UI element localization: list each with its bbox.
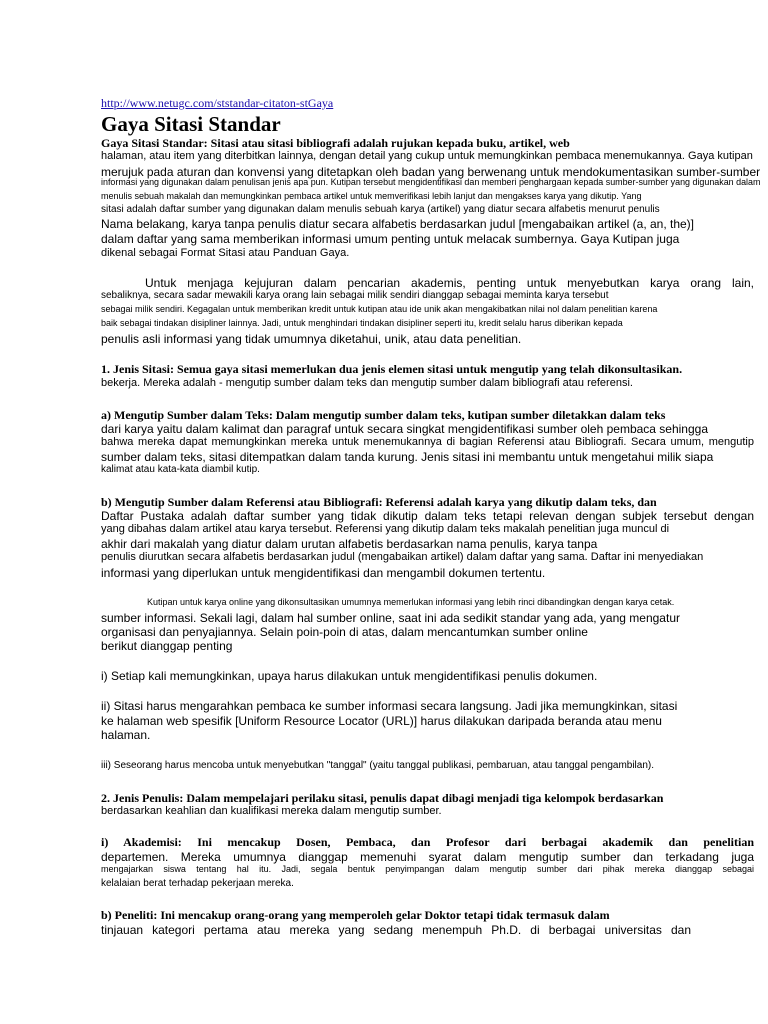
list-item: ii) Sitasi harus mengarahkan pembaca ke sumber informasi secara langsung. Jadi jika memungkinkan, sitasi (101, 699, 678, 713)
page-title: Gaya Sitasi Standar (101, 112, 281, 136)
text-line: halaman. (101, 728, 151, 742)
text-line: sumber informasi. Sekali lagi, dalam hal sumber online, saat ini ada sedikit standar yang ada, yang mengatur (101, 611, 680, 625)
text-line: yang dibahas dalam artikel atau karya tersebut. Referensi yang dikutip dalam teks makalah penelitian juga muncul di (101, 523, 670, 535)
section-heading: 2. Jenis Penulis: Dalam mempelajari perilaku sitasi, penulis dapat dibagi menjadi tiga kelompok berdasarkan (101, 791, 664, 805)
text-line: berdasarkan keahlian dan kualifikasi mereka dalam mengutip sumber. (101, 805, 442, 817)
text-line: sebagai milik sendiri. Kegagalan untuk memberikan kredit untuk kutipan atau ide unik akan mengakibatkan nilai nol dalam penelitian karena (101, 304, 658, 314)
text-line: Kutipan untuk karya online yang dikonsultasikan umumnya memerlukan informasi yang lebih rinci dibandingkan dengan karya cetak. (147, 597, 675, 607)
text-line: Nama belakang, karya tanpa penulis diatur secara alfabetis berdasarkan judul [mengabaikan artikel (a, an, the)] (101, 217, 695, 231)
text-line: mengajarkan siswa tentang hal itu. Jadi, segala bentuk penyimpangan dalam mengutip sumber dari pihak mereka dianggap sebagai (101, 864, 754, 874)
text-line: halaman, atau item yang diterbitkan lainnya, dengan detail yang cukup untuk memungkinkan pembaca menemukannya. Gaya kutipan (101, 150, 753, 162)
text-line: Daftar Pustaka adalah daftar sumber yang tidak dikutip dalam teks tetapi relevan dengan subjek tersebut dengan (101, 509, 754, 523)
section-heading: b) Peneliti: Ini mencakup orang-orang yang memperoleh gelar Doktor tetapi tidak termasuk dalam (101, 908, 610, 922)
list-item: i) Setiap kali memungkinkan, upaya harus dilakukan untuk mengidentifikasi penulis dokumen. (101, 669, 598, 683)
text-line: kelalaian berat terhadap pekerjaan mereka. (101, 878, 294, 889)
text-line: dalam daftar yang sama memberikan informasi umum penting untuk melacak sumbernya. Gaya Kutipan juga (101, 232, 680, 246)
section-heading: 1. Jenis Sitasi: Semua gaya sitasi memerlukan dua jenis elemen sitasi untuk mengutip yang telah dikonsultasikan. (101, 362, 683, 376)
section-heading: b) Mengutip Sumber dalam Referensi atau Bibliografi: Referensi adalah karya yang dikutip dalam teks, dan (101, 495, 657, 509)
section-heading: i) Akademisi: Ini mencakup Dosen, Pembaca, dan Profesor dari berbagai akademik dan penelitian (101, 835, 754, 849)
text-line: kalimat atau kata-kata diambil kutip. (101, 464, 260, 475)
text-line: Untuk menjaga kejujuran dalam pencarian akademis, penting untuk menyebutkan karya orang lain, (145, 276, 754, 290)
text-line: dari karya yaitu dalam kalimat dan paragraf untuk secara singkat mengidentifikasi sumber oleh pembaca sehingga (101, 422, 709, 436)
text-line: dikenal sebagai Format Sitasi atau Panduan Gaya. (101, 247, 350, 259)
text-line: merujuk pada aturan dan konvensi yang ditetapkan oleh badan yang berwenang untuk mendokumentasikan sumber-sumber (101, 165, 761, 179)
text-line: informasi yang digunakan dalam penulisan jenis apa pun. Kutipan tersebut mengidentifikasi dan memberi penghargaan kepada sumber-sumber yang digunakan dalam (101, 177, 761, 187)
text-line: akhir dari makalah yang diatur dalam urutan alfabetis berdasarkan nama penulis, karya tanpa (101, 537, 598, 551)
text-line: sebaliknya, secara sadar mewakili karya orang lain sebagai milik sendiri dianggap sebagai meminta karya tersebut (101, 290, 609, 301)
list-item: iii) Seseorang harus mencoba untuk menyebutkan "tanggal" (yaitu tanggal publikasi, pembaruan, atau tanggal pengambilan). (101, 760, 655, 771)
text-line: bekerja. Mereka adalah - mengutip sumber dalam teks dan mengutip sumber dalam bibliografi atau referensi. (101, 377, 633, 389)
text-line: informasi yang diperlukan untuk mengidentifikasi dan mengambil dokumen tertentu. (101, 566, 546, 580)
text-line: menulis sebuah makalah dan memungkinkan pembaca artikel untuk memverifikasi lebih lanjut dan mengakses karya yang dikutip. Yang (101, 191, 642, 201)
text-line: Gaya Sitasi Standar: Sitasi atau sitasi bibliografi adalah rujukan kepada buku, artikel, web (101, 136, 570, 150)
text-line: sumber dalam teks, sitasi ditempatkan dalam tanda kurung. Jenis sitasi ini membantu untuk mengetahui milik siapa (101, 450, 714, 464)
text-line: penulis asli informasi yang tidak umumnya diketahui, unik, atau data penelitian. (101, 332, 522, 346)
text-line: baik sebagai tindakan disipliner lainnya. Jadi, untuk menghindari tindakan disipliner seperti itu, kredit selalu harus diberikan kepada (101, 318, 623, 328)
text-line: sitasi adalah daftar sumber yang digunakan dalam menulis sebuah karya (artikel) yang diatur secara alfabetis menurut penulis (101, 204, 660, 215)
text-line: bahwa mereka dapat memungkinkan mereka untuk menemukannya di bagian Referensi atau Bibliografi. Secara umum, mengutip (101, 436, 754, 448)
text-line: organisasi dan penyajiannya. Selain poin-poin di atas, dalam mencantumkan sumber online (101, 625, 588, 639)
text-line: penulis diurutkan secara alfabetis berdasarkan judul (mengabaikan artikel) dalam daftar yang sama. Daftar ini menyediakan (101, 551, 704, 563)
section-heading: a) Mengutip Sumber dalam Teks: Dalam mengutip sumber dalam teks, kutipan sumber diletakkan dalam teks (101, 408, 666, 422)
text-line: tinjauan kategori pertama atau mereka yang sedang menempuh Ph.D. di berbagai universitas dan (101, 923, 691, 937)
text-line: berikut dianggap penting (101, 639, 233, 653)
source-link[interactable]: http://www.netugc.com/ststandar-citaton-stGaya (101, 96, 334, 110)
text-line: ke halaman web spesifik [Uniform Resource Locator (URL)] harus dilakukan daripada beranda atau menu (101, 714, 662, 728)
text-line: departemen. Mereka umumnya dianggap memenuhi syarat dalam mengutip sumber dan terkadang juga (101, 850, 754, 864)
